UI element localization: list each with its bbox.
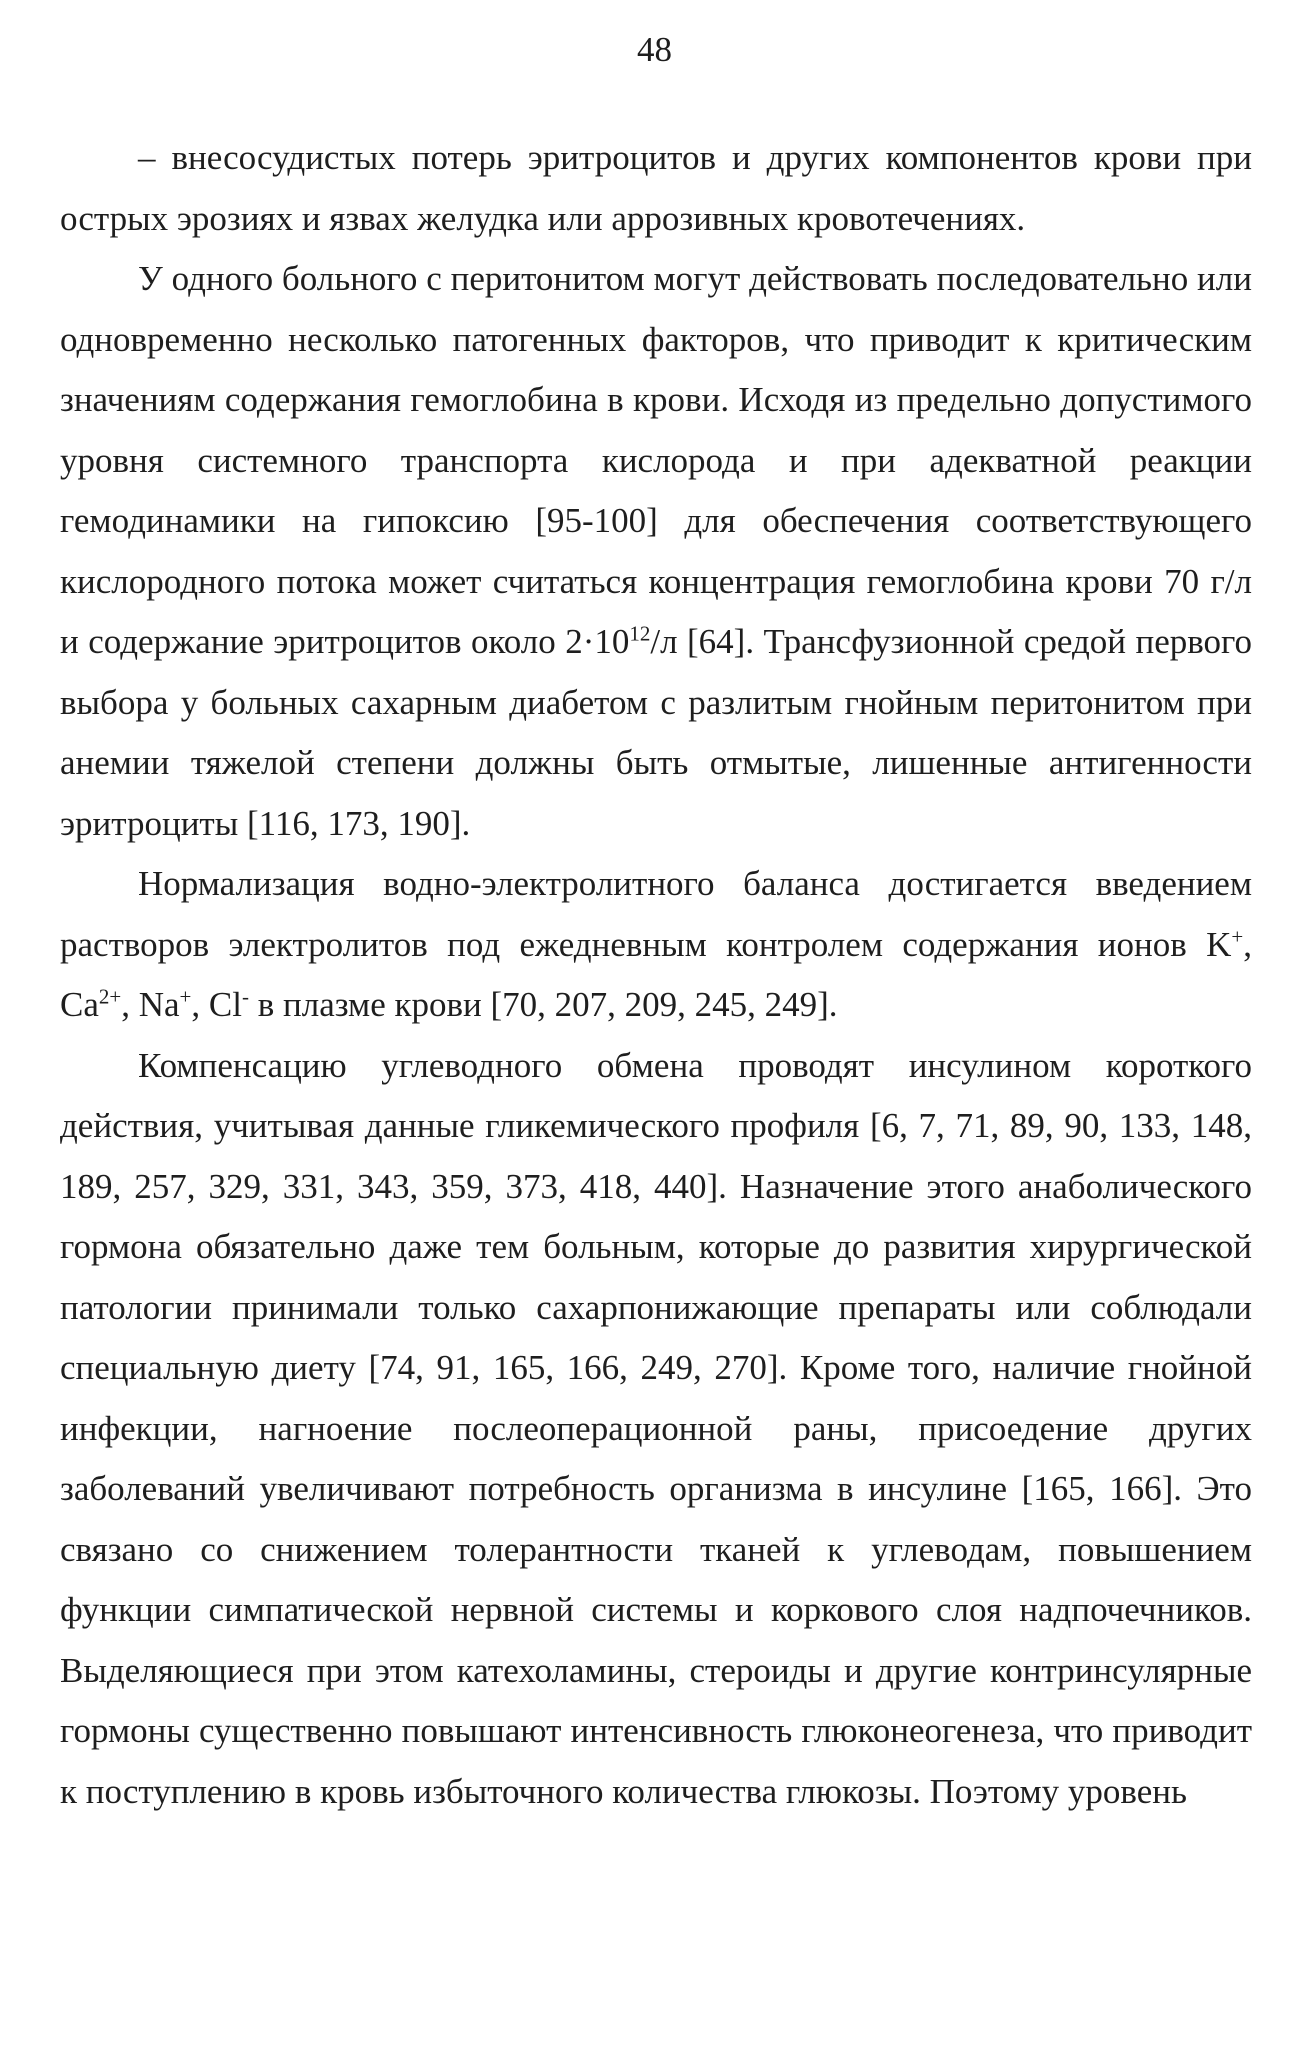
ion-charge-ca: 2+ <box>98 984 122 1009</box>
ion-charge-cl: - <box>241 984 249 1009</box>
paragraph-2-text-b: /л [64]. Трансфузионной средой первого выбора у больных сахарным диабетом с разлитым гнойным перитонитом при анемии тяжелой степени должны быть отмытые, лишенные антигенности эритроциты [116, 173, 190]. <box>60 622 1253 843</box>
paragraph-4-text: Компенсацию углеводного обмена проводят инсулином короткого действия, учитывая данные гликемического профиля [6, 7, 71, 89, 90, 133, 148, 189, 257, 329, 331, 343, 359, 373, 418, 440]. Назначение этого анаболического гормона обязательно даже тем больным, которые до развития хирургической патологии принимали только сахарпонижающие препараты или соблюдали специальную диету [74, 91, 165, 166, 249, 270]. Кроме того, наличие гнойной инфекции, нагноение послеоперационной раны, присоедение других заболеваний увеличивают потребность организма в инсулине [165, 166]. Это связано со снижением толерантности тканей к углеводам, повышением функции симпатической нервной системы и коркового слоя надпочечников. Выделяющиеся при этом катехоламины, стероиды и другие контринсулярные гормоны существенно повышают интенсивность глюконеогенеза, что приводит к поступлению в кровь избыточного количества глюкозы. Поэтому уровень <box>60 1045 1252 1811</box>
paragraph-2 <box>60 249 1252 854</box>
paragraph-4 <box>60 1036 1252 1823</box>
ion-charge-k: + <box>1231 923 1244 948</box>
paragraph-2-text-a: У одного больного с перитонитом могут действовать последовательно или одновременно несколько патогенных факторов, что приводит к критическим значениям содержания гемоглобина в крови. Исходя из предельно допустимого уровня системного транспорта кислорода и при адекватной реакции гемодинамики на гипоксию [95-100] для обеспечения соответствующего кислородного потока может считаться концентрация гемоглобина крови 70 г/л и содержание эритроцитов около 2·10 <box>60 259 1252 661</box>
paragraph-1 <box>60 128 1252 249</box>
paragraph-3-text-c: , Na <box>121 985 180 1024</box>
paragraph-3-text-a: Нормализация водно-электролитного баланса достигается введением растворов электролитов под ежедневным контролем содержания ионов K <box>60 864 1252 964</box>
paragraph-3-text-d: , Cl <box>191 985 242 1024</box>
exponent-superscript: 12 <box>629 621 651 646</box>
paragraph-3 <box>60 854 1252 1036</box>
paragraph-1-text: – внесосудистых потерь эритроцитов и других компонентов крови при острых эрозиях и язвах желудка или аррозивных кровотечениях. <box>60 138 1252 238</box>
ion-charge-na: + <box>179 984 192 1009</box>
page-number: 48 <box>637 30 672 69</box>
paragraph-3-text-e: в плазме крови [70, 207, 209, 245, 249]. <box>248 985 838 1024</box>
paragraph-3-text-b: , Ca <box>60 924 1252 1024</box>
document-body <box>60 128 1252 1822</box>
